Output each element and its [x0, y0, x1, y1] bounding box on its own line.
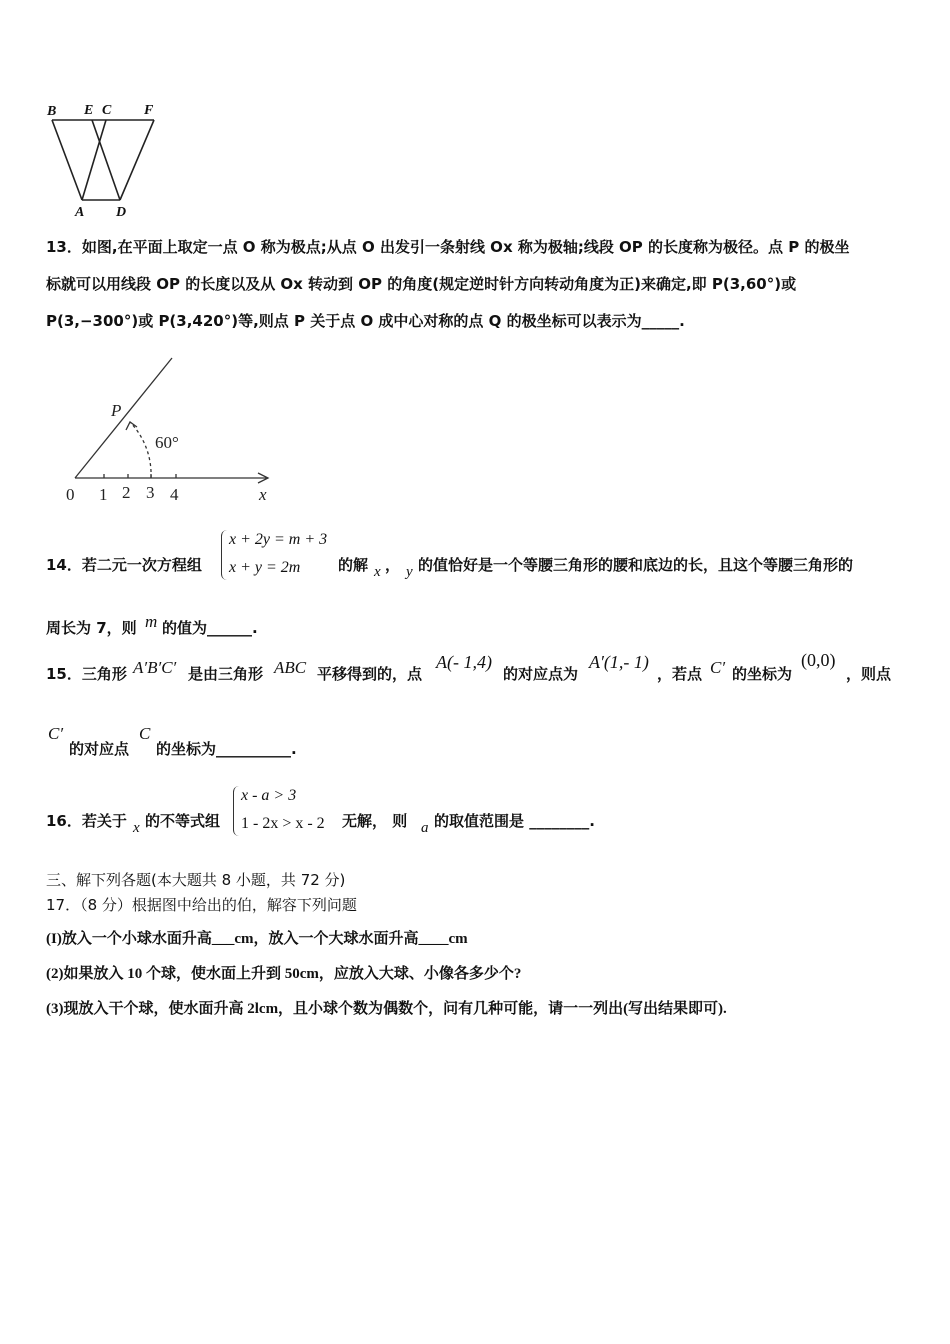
q13-line2: 标就可以用线段 OP 的长度以及从 Ox 转动到 OP 的角度(规定逆时针方向转动角度为正)来确定,即 P(3,60°)或	[46, 275, 797, 293]
q14-equation-2: x + y = 2m	[229, 559, 301, 576]
q16-inequality-2: 1 - 2x > x - 2	[241, 815, 325, 832]
label-e: E	[84, 103, 94, 118]
segment-ca	[82, 120, 106, 200]
q14-mid2: 的值恰好是一个等腰三角形的腰和底边的长，且这个等腰三角形的	[418, 556, 854, 574]
q15-line2-c: C	[139, 724, 151, 743]
q14-var-x: x	[374, 564, 381, 580]
q15-mid3: 的对应点为	[503, 665, 579, 683]
label-f: F	[144, 103, 154, 118]
q16-mid1: 的不等式组	[145, 812, 221, 830]
q16-var-x: x	[133, 820, 140, 836]
q14-var-m: m	[145, 612, 158, 631]
label-d: D	[116, 205, 127, 220]
q15-line2-b: 的坐标为__________.	[156, 740, 297, 758]
q17-part1: (I)放入一个小球水面升高___cm，放入一个大球水面升高____cm	[46, 931, 468, 947]
q14-system-brace	[221, 530, 228, 580]
tick-label-4: 4	[170, 485, 179, 504]
q16-prefix: 16．若关于	[46, 812, 127, 830]
label-a: A	[75, 205, 85, 220]
q14-comma: ，	[385, 556, 401, 574]
section-3-heading: 三、解下列各题(本大题共 8 小题，共 72 分)	[46, 871, 346, 889]
label-angle: 60°	[155, 433, 179, 452]
tick-label-0: 0	[66, 485, 75, 504]
q15-mid1: 是由三角形	[188, 665, 264, 683]
q14-var-y: y	[406, 564, 413, 580]
polar-figure	[60, 350, 285, 510]
q15-mid6: ，则点	[846, 665, 892, 683]
q15-point-a: A(- 1,4)	[436, 652, 492, 672]
q14-line2-post: 的值为______.	[162, 619, 258, 637]
q16-var-a: a	[421, 820, 429, 836]
q15-mid4: ，若点	[657, 665, 703, 683]
q17-part3: (3)现放入干个球，使水面升高 2lcm，且小球个数为偶数个，问有几种可能，请一一列出(写出结果即可).	[46, 1001, 727, 1017]
q16-suffix: 的取值范围是 ________.	[434, 812, 595, 830]
q15-mid2: 平移得到的，点	[317, 665, 423, 683]
q15-triangle: ABC	[274, 658, 307, 677]
q15-triangle-prime: A′B′C′	[133, 658, 177, 677]
q15-point-c-prime: C′	[710, 658, 726, 677]
q13-line3: P(3,−300°)或 P(3,420°)等,则点 P 关于点 O 成中心对称的点 Q 的极坐标可以表示为_____.	[46, 312, 685, 330]
tick-label-1: 1	[99, 485, 108, 504]
q16-system-brace	[233, 786, 240, 836]
q16-inequality-1: x - a > 3	[241, 787, 297, 804]
q15-line2-c-prime: C′	[48, 724, 64, 743]
angle-arc	[130, 422, 151, 478]
tick-label-2: 2	[122, 483, 131, 502]
segment-fd	[120, 120, 154, 200]
trapezoid-figure	[40, 98, 170, 223]
q14-prefix: 14．若二元一次方程组	[46, 556, 202, 574]
q16-mid2: 无解， 则	[342, 812, 408, 830]
q13-line1: 13．如图,在平面上取定一点 O 称为极点;从点 O 出发引一条射线 Ox 称为极轴;线段 OP 的长度称为极径。点 P 的极坐	[46, 238, 850, 256]
ray-op	[75, 358, 172, 478]
q17-title: 17．（8 分）根据图中给出的伯，解容下列问题	[46, 896, 357, 914]
tick-label-3: 3	[146, 483, 155, 502]
q15-coordinate: (0,0)	[801, 650, 836, 670]
q15-mid5: 的坐标为	[732, 665, 793, 683]
q15-prefix: 15．三角形	[46, 665, 127, 683]
label-p: P	[111, 401, 122, 420]
arc-arrow-icon	[126, 422, 137, 430]
segment-ba	[52, 120, 82, 200]
segment-ec	[92, 120, 120, 200]
label-b: B	[47, 104, 57, 119]
label-c: C	[102, 103, 112, 118]
axis-label-x: x	[259, 485, 267, 504]
q15-point-a-prime: A′(1,- 1)	[589, 652, 649, 672]
q14-equation-1: x + 2y = m + 3	[229, 531, 328, 548]
q17-part2: (2)如果放入 10 个球，使水面上升到 50cm，应放入大球、小像各多少个?	[46, 966, 522, 982]
q14-mid1: 的解	[338, 556, 369, 574]
q14-line2-pre: 周长为 7，则	[46, 619, 137, 637]
q15-line2-a: 的对应点	[69, 740, 130, 758]
